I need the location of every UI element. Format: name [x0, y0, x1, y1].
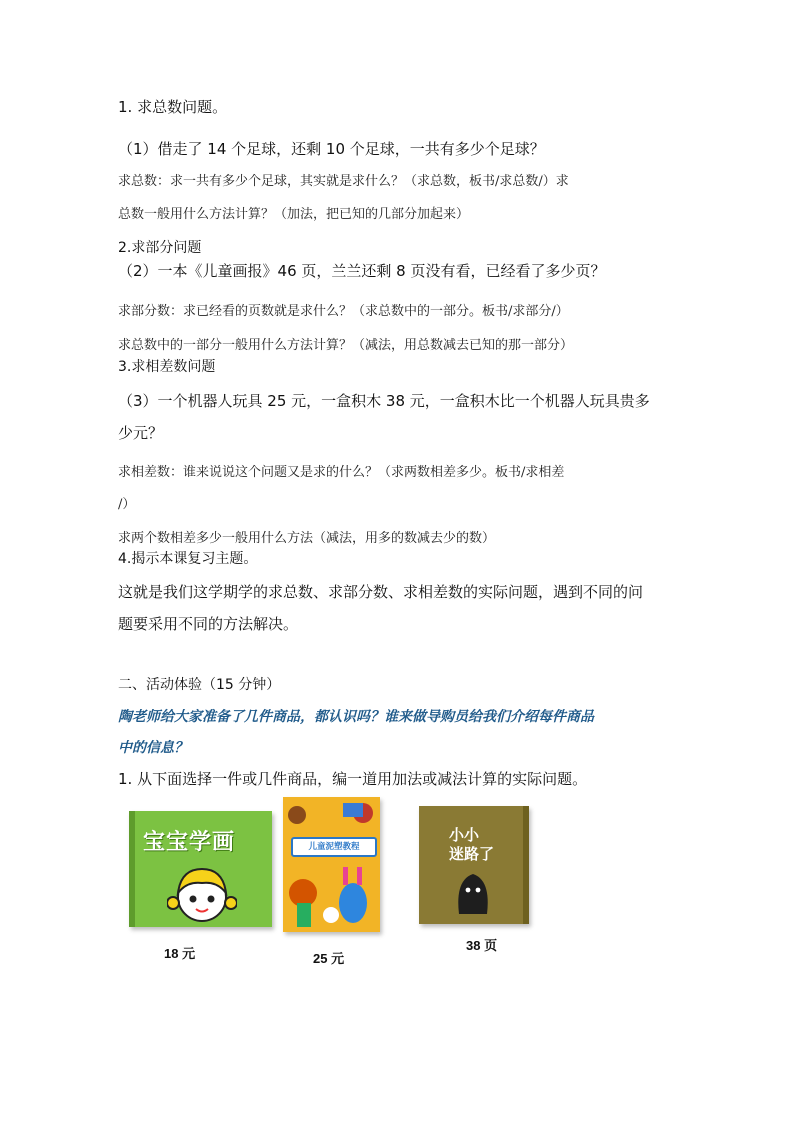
highlight-line-2: 中的信息？ — [118, 740, 188, 756]
paragraph-4a: 这就是我们这学期学的求总数、求部分数、求相差数的实际问题，遇到不同的问 — [118, 583, 644, 601]
question-1: （1）借走了 14 个足球，还剩 10 个足球，一共有多少个足球？ — [118, 140, 545, 158]
price-label-3: 38 页 — [466, 938, 498, 953]
heading-total: 1. 求总数问题。 — [118, 98, 228, 116]
question-3a: （3）一个机器人玩具 25 元，一盒积木 38 元，一盒积木比一个机器人玩具贵多 — [118, 392, 650, 410]
highlight-line-1: 陶老师给大家准备了几件商品，都认识吗？谁来做导购员给我们介绍每件商品 — [118, 709, 594, 725]
book-cover-title: 宝宝学画 — [143, 830, 236, 855]
question-3b: 少元？ — [118, 424, 164, 442]
product-book-clay-tutorial — [283, 797, 380, 932]
note-2b: 求总数中的一部分一般用什么方法计算？（减法，用总数减去已知的那一部分） — [118, 338, 574, 353]
book-cover-title: 小小 迷路了 — [449, 826, 495, 863]
heading-difference: 3.求相差数问题 — [118, 359, 216, 375]
paragraph-4b: 题要采用不同的方法解决。 — [118, 615, 299, 633]
book-spine — [129, 811, 135, 927]
clay-figures-illustration — [283, 797, 380, 932]
price-label-2: 25 元 — [313, 951, 345, 966]
note-3b: /） — [118, 497, 136, 512]
note-1a: 求总数：求一共有多少个足球，其实就是求什么？（求总数，板书/求总数/）求 — [118, 174, 569, 189]
heading-part: 2.求部分问题 — [118, 240, 202, 256]
task-1: 1. 从下面选择一件或几件商品，编一道用加法或减法计算的实际问题。 — [118, 770, 588, 788]
product-book-baobao-xuehua — [129, 811, 272, 927]
note-3c: 求两个数相差多少一般用什么方法（减法，用多的数减去少的数） — [118, 531, 496, 546]
note-2a: 求部分数：求已经看的页数就是求什么？（求总数中的一部分。板书/求部分/） — [118, 304, 569, 319]
section-2-heading: 二、活动体验（15 分钟） — [118, 677, 281, 693]
girl-face-illustration — [167, 859, 237, 925]
question-2: （2）一本《儿童画报》46 页，兰兰还剩 8 页没有看，已经看了多少页？ — [118, 262, 606, 280]
product-book-xiaoxiao-milu — [419, 806, 529, 924]
price-label-1: 18 元 — [164, 946, 196, 961]
dark-creature-illustration — [453, 866, 493, 916]
book-cover-title: 儿童泥塑教程 — [291, 837, 377, 857]
book-spine — [523, 806, 529, 924]
heading-theme: 4.揭示本课复习主题。 — [118, 551, 258, 567]
note-3a: 求相差数：谁来说说这个问题又是求的什么？（求两数相差多少。板书/求相差 — [118, 465, 565, 480]
note-1b: 总数一般用什么方法计算？（加法，把已知的几部分加起来） — [118, 207, 470, 222]
